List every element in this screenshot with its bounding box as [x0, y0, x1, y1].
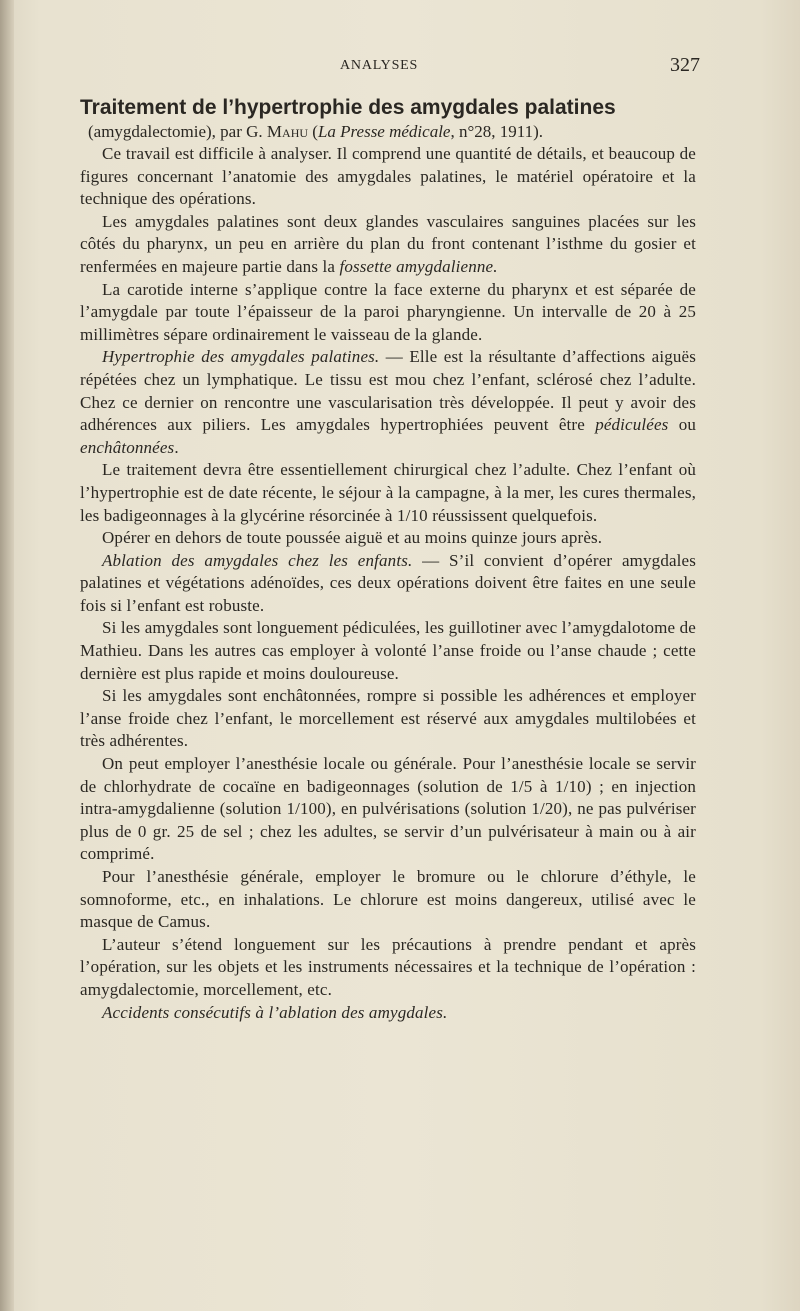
paragraph-5: Le traitement devra être essentiellement chirurgical chez l’adulte. Chez l’enfant où l’hypertrophie est de date récente, le séjour à la campagne, à la mer, les cures thermales, les badigeonnages à la glycérine résorcinée à 1/10 réussissent quelquefois. — [80, 460, 696, 525]
page-header — [0, 54, 800, 80]
section-heading-accidents: Accidents consécutifs à l’ablation des amygdales. — [102, 1002, 448, 1022]
term-enchatonnees: enchâtonnées — [80, 437, 175, 457]
paragraph-12: L’auteur s’étend longuement sur les précautions à prendre pendant et après l’opération, sur les objets et les instruments nécessaires et la technique de l’opération : amygdalectomie, morcellement, etc. — [80, 934, 696, 999]
citation-journal: La Presse médicale — [317, 122, 451, 141]
paragraph-1: Ce travail est difficile à analyser. Il comprend une quantité de détails, et beaucoup de figures concernant l’anatomie des amygdales palatines, le matériel opératoire et la technique des opérations. — [80, 144, 696, 209]
paragraph-2-italic: fossette amygdalienne. — [339, 256, 498, 276]
page-binding-edge — [0, 0, 14, 1311]
term-pediculees: pédiculées — [595, 415, 669, 435]
section-heading-hypertrophie: Hypertrophie des amygdales palatines. — [102, 347, 380, 367]
paragraph-7 — [80, 550, 696, 618]
paragraph-2 — [80, 211, 696, 279]
article-body — [80, 95, 696, 1024]
paragraph-9: Si les amygdales sont enchâtonnées, rompre si possible les adhérences et employer l’anse froide chez l’enfant, le morcellement est réservé aux amygdales multilobées et très adhérentes. — [80, 686, 696, 751]
paragraph-4-end: . — [174, 437, 179, 457]
paragraph-4-mid: ou — [668, 415, 697, 435]
paragraph-7-text: — S’il convient d’opérer amygdales palatines et végétations adénoïdes, ces deux opérations doivent être faites en une seule fois si l’enfant est robuste. — [80, 550, 696, 615]
article-title: Traitement de l’hypertrophie des amygdales palatines — [80, 96, 616, 119]
section-heading-ablation: Ablation des amygdales chez les enfants. — [102, 550, 413, 570]
paragraph-13 — [80, 1002, 696, 1025]
paragraph-10: On peut employer l’anesthésie locale ou générale. Pour l’anesthésie locale se servir de chlorhydrate de cocaïne en badigeonnages (solution de 1/5 à 1/10) ; en injection intra-amygdalienne (solution 1/100), en pulvérisations (solution 1/20), ne pas pulvériser plus de 0 gr. 25 de sel ; chez les adultes, se servir d’un pulvérisateur à main ou à air comprimé. — [80, 754, 696, 864]
paragraph-4-text: — Elle est la résultante d’affections aiguës répétées chez un lymphatique. Le tissu est mou chez l’enfant, sclérosé chez l’adulte. Chez ce dernier on rencontre une vascularisation très développée. Il peut y avoir des adhérences aux piliers. Les amygdales hypertrophiées peuvent être — [80, 347, 696, 435]
paragraph-2-text: Les amygdales palatines sont deux glandes vasculaires sanguines placées sur les côtés du pharynx, un peu en arrière du plan du front contenant l’isthme du gosier et renfermées en majeure partie dans la — [80, 211, 696, 276]
paragraph-8: Si les amygdales sont longuement pédiculées, les guillotiner avec l’amygdalotome de Mathieu. Dans les autres cas employer à volonté l’anse froide ou l’anse chaude ; cette dernière est plus rapide et moins douloureuse. — [80, 618, 696, 683]
paragraph-4 — [80, 346, 696, 459]
citation-open: ( — [308, 122, 318, 141]
article-citation — [88, 121, 696, 143]
paragraph-3: La carotide interne s’applique contre la face externe du pharynx et est séparée de l’amygdale par toute l’épaisseur de la paroi pharyngienne. Un intervalle de 20 à 25 millimètres sépare ordinairement le vaisseau de la glande. — [80, 279, 696, 344]
running-title: ANALYSES — [340, 58, 419, 73]
page-number: 327 — [670, 54, 700, 76]
paragraph-11: Pour l’anesthésie générale, employer le bromure ou le chlorure d’éthyle, le somnoforme, etc., en inhalations. Le chlorure est moins dangereux, utilisé avec le masque de Camus. — [80, 867, 696, 932]
paragraph-6: Opérer en dehors de toute poussée aiguë et au moins quinze jours après. — [102, 528, 603, 548]
citation-author: Mahu — [266, 122, 309, 141]
citation-suffix: , n°28, 1911). — [450, 122, 544, 141]
citation-prefix: (amygdalectomie), par G. — [88, 122, 267, 141]
